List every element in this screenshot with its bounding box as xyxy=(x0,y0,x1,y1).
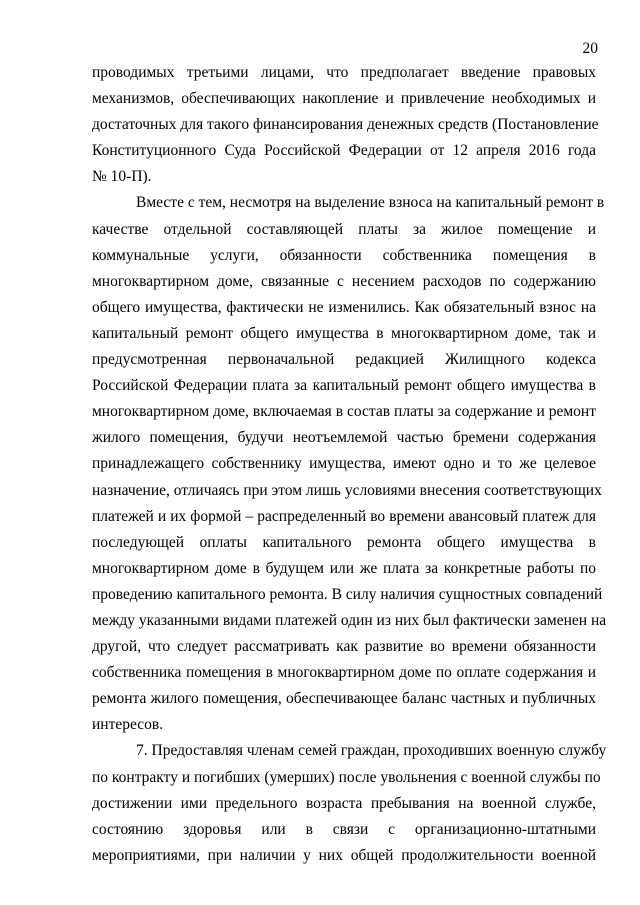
text-line: 7. Предоставляя членам семей граждан, проходивших военную службу xyxy=(136,742,607,760)
text-line: между указанными видами платежей один из них был фактически заменен на xyxy=(92,611,607,629)
text-line: достижении ими предельного возраста пребывания на военной службе, xyxy=(92,794,596,812)
text-line: собственника помещения в многоквартирном доме по оплате содержания и xyxy=(92,664,596,682)
text-line: мероприятиями, при наличии у них общей продолжительности военной xyxy=(92,846,596,864)
text-line: по контракту и погибших (умерших) после увольнения с военной службы по xyxy=(92,768,601,786)
text-line: № 10-П). xyxy=(92,168,152,186)
text-line: принадлежащего собственнику имущества, имеют одно и то же целевое xyxy=(92,455,596,473)
text-line: другой, что следует рассматривать как развитие во времени обязанности xyxy=(92,638,596,656)
text-line: состоянию здоровья или в связи с организационно-штатными xyxy=(92,820,596,838)
text-line: многоквартирном доме, включаемая в состав платы за содержание и ремонт xyxy=(92,403,596,421)
text-line: Конституционного Суда Российской Федерации от 12 апреля 2016 года xyxy=(92,142,596,160)
text-line: многоквартирном доме, связанные с несением расходов по содержанию xyxy=(92,272,596,290)
page-number: 20 xyxy=(582,40,598,57)
text-line: качестве отдельной составляющей платы за жилое помещение и xyxy=(92,220,596,238)
body-text xyxy=(92,60,607,869)
text-line: достаточных для такого финансирования денежных средств (Постановление xyxy=(92,116,599,134)
text-line: механизмов, обеспечивающих накопление и привлечение необходимых и xyxy=(92,90,596,108)
text-line: проведению капитального ремонта. В силу наличия сущностных совпадений xyxy=(92,585,603,603)
text-line: капитальный ремонт общего имущества в многоквартирном доме, так и xyxy=(92,324,596,342)
text-line: жилого помещения, будучи неотъемлемой частью бремени содержания xyxy=(92,429,596,447)
text-line: ремонта жилого помещения, обеспечивающее баланс частных и публичных xyxy=(92,690,596,708)
text-line: коммунальные услуги, обязанности собственника помещения в xyxy=(92,246,596,264)
text-line: многоквартирном доме в будущем или же плата за конкретные работы по xyxy=(92,559,596,577)
text-line: Российской Федерации плата за капитальный ремонт общего имущества в xyxy=(92,377,596,395)
text-line: проводимых третьими лицами, что предполагает введение правовых xyxy=(92,64,596,81)
text-line: интересов. xyxy=(92,716,164,734)
text-line: платежей и их формой – распределенный во времени авансовый платеж для xyxy=(92,507,596,525)
text-line: предусмотренная первоначальной редакцией Жилищного кодекса xyxy=(92,351,596,369)
text-line: Вместе с тем, несмотря на выделение взноса на капитальный ремонт в xyxy=(136,194,605,212)
text-line: последующей оплаты капитального ремонта общего имущества в xyxy=(92,533,596,551)
text-line: общего имущества, фактически не изменились. Как обязательный взнос на xyxy=(92,298,596,316)
text-line: назначение, отличаясь при этом лишь условиями внесения соответствующих xyxy=(92,481,602,499)
